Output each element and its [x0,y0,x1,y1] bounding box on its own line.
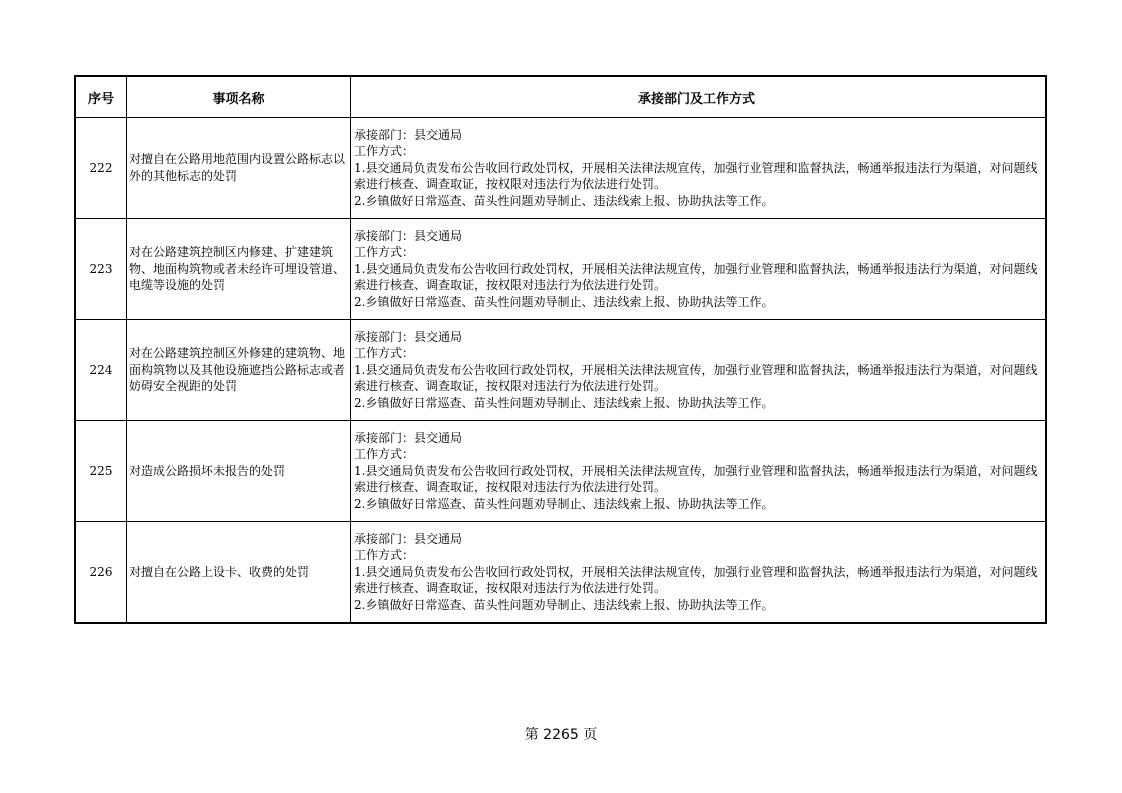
row-item-name: 对在公路建筑控制区内修建、扩建建筑物、地面构筑物或者未经许可埋设管道、电缆等设施的处罚 [127,219,351,320]
header-department-method: 承接部门及工作方式 [351,76,1047,118]
row-department-method [351,522,1047,624]
item-table [74,75,1047,624]
method-item-1: 1.县交通局负责发布公告收回行政处罚权，开展相关法律法规宣传，加强行业管理和监督执法，畅通举报违法行为渠道，对问题线索进行核查、调查取证，按权限对违法行为依法进行处罚。 [354,261,1038,293]
table-row [75,219,1046,320]
row-serial-number: 222 [75,118,127,219]
row-serial-number: 224 [75,320,127,421]
method-item-2: 2.乡镇做好日常巡查、苗头性问题劝导制止、违法线索上报、协助执法等工作。 [354,395,774,410]
method-item-1: 1.县交通局负责发布公告收回行政处罚权，开展相关法律法规宣传，加强行业管理和监督执法，畅通举报违法行为渠道，对问题线索进行核查、调查取证，按权限对违法行为依法进行处罚。 [354,160,1038,192]
row-serial-number: 226 [75,522,127,624]
page-number: 第 2265 页 [524,727,598,743]
department-label: 承接部门：县交通局 [354,228,463,243]
method-item-2: 2.乡镇做好日常巡查、苗头性问题劝导制止、违法线索上报、协助执法等工作。 [354,597,774,612]
row-serial-number: 225 [75,421,127,522]
row-serial-number: 223 [75,219,127,320]
row-item-name: 对在公路建筑控制区外修建的建筑物、地面构筑物以及其他设施遮挡公路标志或者妨碍安全视距的处罚 [127,320,351,421]
method-item-1: 1.县交通局负责发布公告收回行政处罚权，开展相关法律法规宣传，加强行业管理和监督执法，畅通举报违法行为渠道，对问题线索进行核查、调查取证，按权限对违法行为依法进行处罚。 [354,362,1038,394]
department-label: 承接部门：县交通局 [354,531,463,546]
table-row [75,118,1046,219]
row-department-method [351,320,1047,421]
header-serial-number: 序号 [75,76,127,118]
method-label: 工作方式： [354,144,415,159]
table-header-row [75,76,1046,118]
row-department-method [351,219,1047,320]
method-item-2: 2.乡镇做好日常巡查、苗头性问题劝导制止、违法线索上报、协助执法等工作。 [354,294,774,309]
method-item-1: 1.县交通局负责发布公告收回行政处罚权，开展相关法律法规宣传，加强行业管理和监督执法，畅通举报违法行为渠道，对问题线索进行核查、调查取证，按权限对违法行为依法进行处罚。 [354,463,1038,495]
method-label: 工作方式： [354,447,415,462]
table-row [75,522,1046,624]
department-label: 承接部门：县交通局 [354,430,463,445]
method-label: 工作方式： [354,346,415,361]
row-item-name: 对擅自在公路用地范围内设置公路标志以外的其他标志的处罚 [127,118,351,219]
row-item-name: 对造成公路损坏未报告的处罚 [127,421,351,522]
department-label: 承接部门：县交通局 [354,329,463,344]
row-department-method [351,421,1047,522]
table-row [75,320,1046,421]
method-label: 工作方式： [354,548,415,563]
row-item-name: 对擅自在公路上设卡、收费的处罚 [127,522,351,624]
table-row [75,421,1046,522]
method-label: 工作方式： [354,245,415,260]
method-item-2: 2.乡镇做好日常巡查、苗头性问题劝导制止、违法线索上报、协助执法等工作。 [354,496,774,511]
row-department-method [351,118,1047,219]
header-item-name: 事项名称 [127,76,351,118]
method-item-1: 1.县交通局负责发布公告收回行政处罚权，开展相关法律法规宣传，加强行业管理和监督执法，畅通举报违法行为渠道，对问题线索进行核查、调查取证，按权限对违法行为依法进行处罚。 [354,564,1038,596]
department-label: 承接部门：县交通局 [354,127,463,142]
method-item-2: 2.乡镇做好日常巡查、苗头性问题劝导制止、违法线索上报、协助执法等工作。 [354,193,774,208]
